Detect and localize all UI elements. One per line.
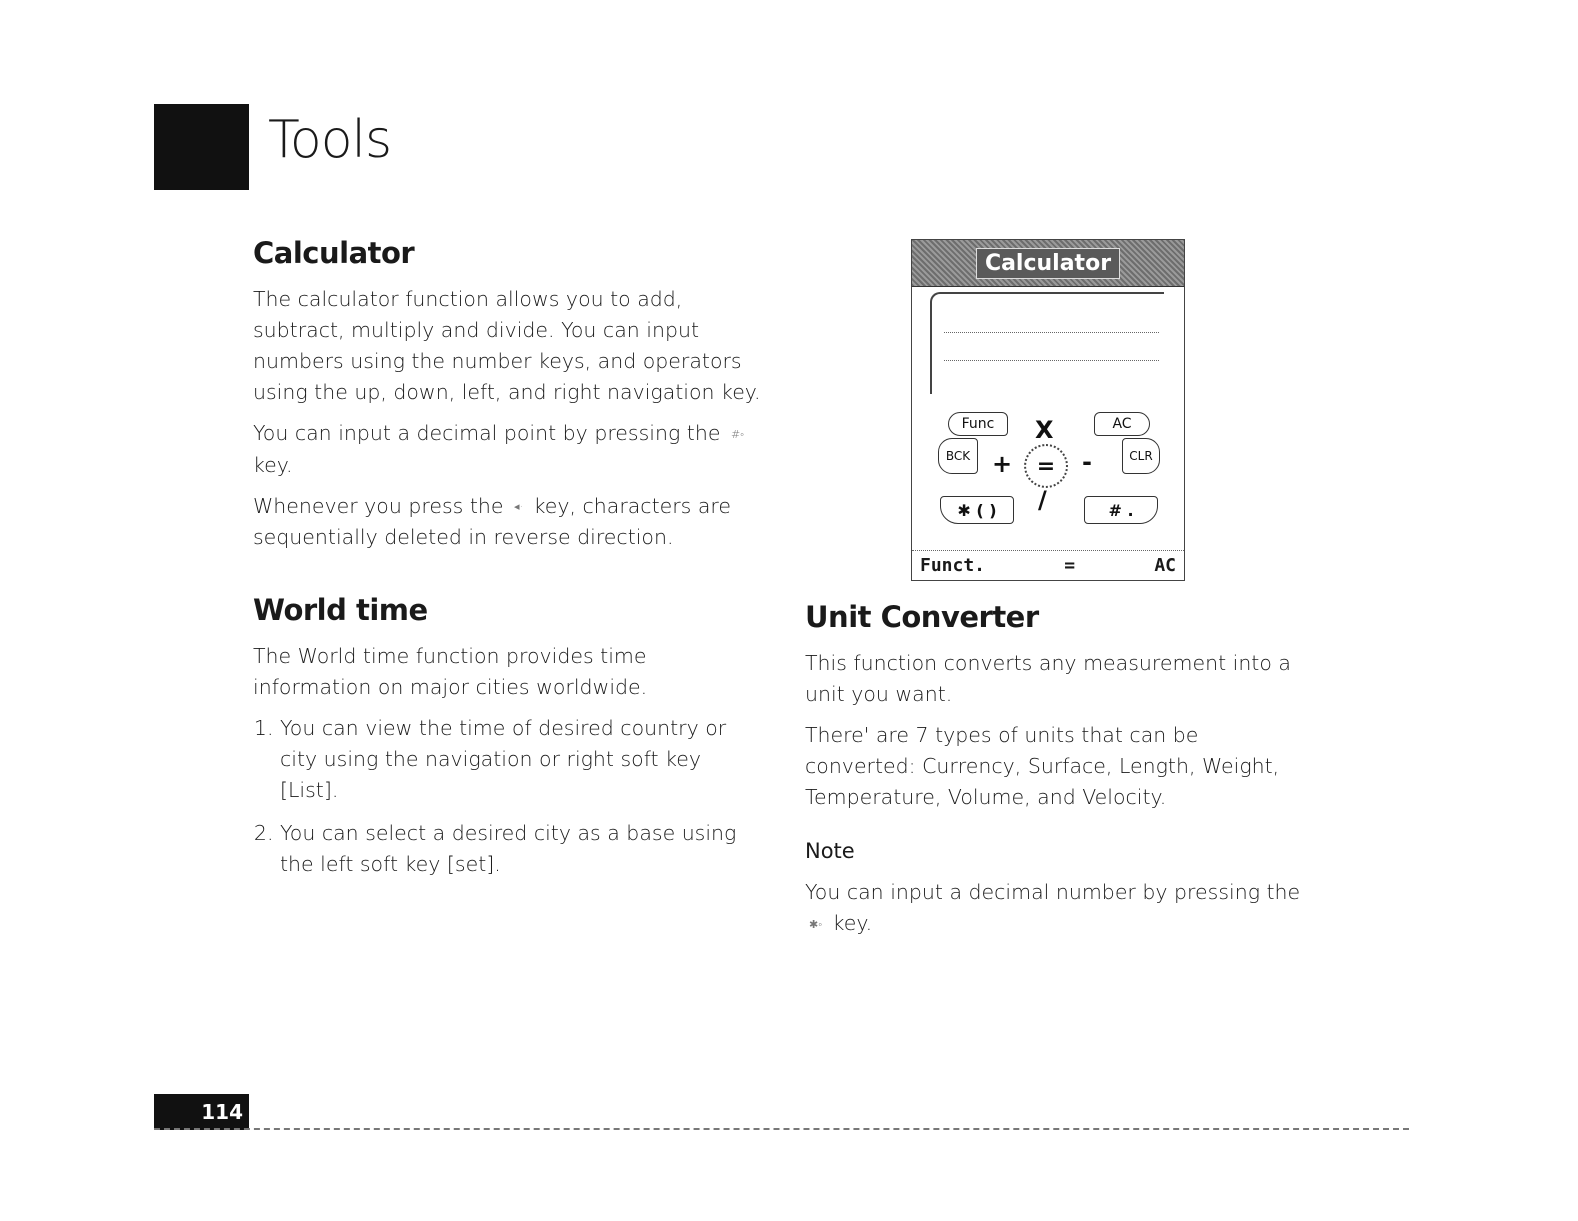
star-key-icon: ✱◦ — [809, 917, 823, 931]
phone-title: Calculator — [976, 248, 1120, 279]
unit-converter-para-1: This function converts any measurement into a unit you want. — [805, 651, 1291, 706]
list-item: 1. You can view the time of desired country or city using the navigation or right soft key [List]. — [280, 713, 763, 806]
note-text — [805, 877, 1305, 940]
calculator-para-2-pre: You can input a decimal point by pressing the — [253, 421, 721, 445]
softkey-left: Funct. — [920, 555, 986, 576]
star-key: ✱ ( ) — [940, 496, 1014, 524]
equals-key: = — [1024, 444, 1068, 488]
world-time-section — [253, 593, 763, 880]
chapter-title: Tools — [268, 110, 392, 170]
calculator-heading: Calculator — [253, 236, 415, 270]
softkey-right: AC — [1154, 555, 1176, 576]
unit-converter-para-2: There' are 7 types of units that can be converted: Currency, Surface, Length, Weight, Temperature, Volume, and Velocity. — [805, 723, 1280, 809]
multiply-operator: X — [1035, 416, 1054, 444]
calculator-para-3-pre: Whenever you press the — [253, 493, 504, 518]
calculator-para-3-post: key, characters are sequentially deleted in reverse direction. — [253, 493, 732, 549]
phone-title-bar — [912, 240, 1184, 287]
world-time-heading: World time — [253, 593, 428, 627]
calculator-para-2-post: key. — [253, 452, 293, 477]
func-key: Func — [948, 412, 1008, 436]
note-text-post: key. — [832, 911, 873, 935]
softkey-center: = — [1064, 555, 1076, 576]
footer-rule — [154, 1128, 1409, 1130]
display-line — [944, 332, 1159, 333]
page-number: 114 — [154, 1094, 249, 1130]
minus-operator: - — [1082, 448, 1092, 476]
bck-key: BCK — [938, 438, 978, 474]
calculator-screenshot — [911, 239, 1185, 581]
hash-key-icon: #◦ — [730, 427, 745, 441]
right-column — [805, 600, 1305, 950]
clr-key: CLR — [1122, 438, 1160, 474]
calculator-display — [930, 292, 1164, 394]
list-item: 2. You can select a desired city as a base using the left soft key [set]. — [280, 818, 763, 880]
unit-converter-heading: Unit Converter — [805, 600, 1039, 634]
hash-key: # . — [1084, 496, 1158, 524]
calculator-para-1: The calculator function allows you to add, subtract, multiply and divide. You can input numbers using the number keys, and operators using the up, down, left, and right navigation key. — [253, 287, 761, 404]
divide-operator: / — [1038, 486, 1047, 514]
world-time-intro: The World time function provides time information on major cities worldwide. — [253, 644, 648, 699]
calculator-keypad — [932, 408, 1162, 540]
plus-operator: + — [992, 450, 1013, 478]
ac-key: AC — [1094, 412, 1150, 436]
display-line — [944, 360, 1159, 361]
left-column — [253, 236, 763, 892]
phone-softkeys — [912, 550, 1184, 580]
world-time-list — [253, 713, 763, 880]
back-key-icon: ◂· — [514, 500, 524, 513]
chapter-block-mark — [154, 104, 249, 190]
calculator-para-2 — [253, 418, 763, 481]
note-text-pre: You can input a decimal number by pressing the — [805, 880, 1301, 904]
calculator-para-3 — [253, 491, 763, 554]
note-title: Note — [805, 839, 855, 863]
